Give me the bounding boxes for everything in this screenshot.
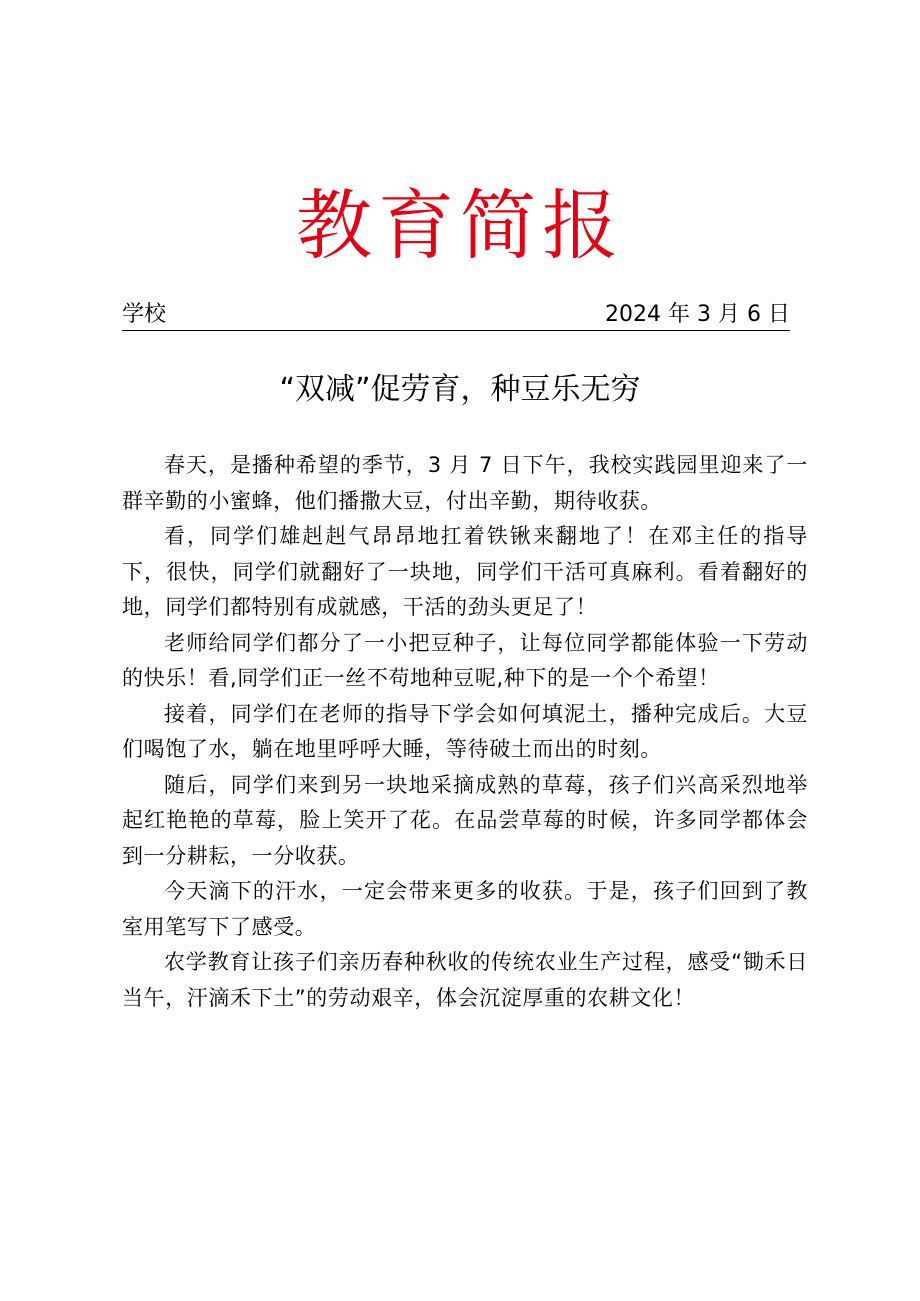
- bulletin-masthead: 教育简报: [296, 181, 624, 270]
- paragraph: 老师给同学们都分了一小把豆种子，让每位同学都能体验一下劳动的快乐！看,同学们正一丝不苟地种豆呢,种下的是一个个希望！: [122, 630, 808, 690]
- paragraph: 看，同学们雄赳赳气昂昂地扛着铁锹来翻地了！在邓主任的指导下，很快，同学们就翻好了一块地，同学们干活可真麻利。看着翻好的地，同学们都特别有成就感，干活的劲头更足了！: [122, 524, 808, 619]
- issue-date: 2024 年 3 月 6 日: [605, 302, 790, 327]
- school-label: 学校: [122, 302, 167, 327]
- paragraph: 今天滴下的汗水，一定会带来更多的收获。于是，孩子们回到了教室用笔写下了感受。: [122, 879, 808, 939]
- school-date-line: [122, 300, 790, 331]
- article-title: “双减”促劳育，种豆乐无穷: [279, 372, 641, 407]
- article-body: [122, 448, 808, 1016]
- paragraph: 随后，同学们来到另一块地采摘成熟的草莓，孩子们兴高采烈地举起红艳艳的草莓，脸上笑开了花。在品尝草莓的时候，许多同学都体会到一分耕耘，一分收获。: [122, 772, 808, 868]
- paragraph: 农学教育让孩子们亲历春种秋收的传统农业生产过程，感受“锄禾日当午，汗滴禾下土”的劳动艰辛，体会沉淀厚重的农耕文化！: [122, 950, 808, 1010]
- paragraph: 接着，同学们在老师的指导下学会如何填泥土，播种完成后。大豆们喝饱了水，躺在地里呼呼大睡，等待破土而出的时刻。: [122, 701, 808, 761]
- paragraph: 春天，是播种希望的季节，3 月 7 日下午，我校实践园里迎来了一群辛勤的小蜜蜂，他们播撒大豆，付出辛勤，期待收获。: [122, 453, 808, 513]
